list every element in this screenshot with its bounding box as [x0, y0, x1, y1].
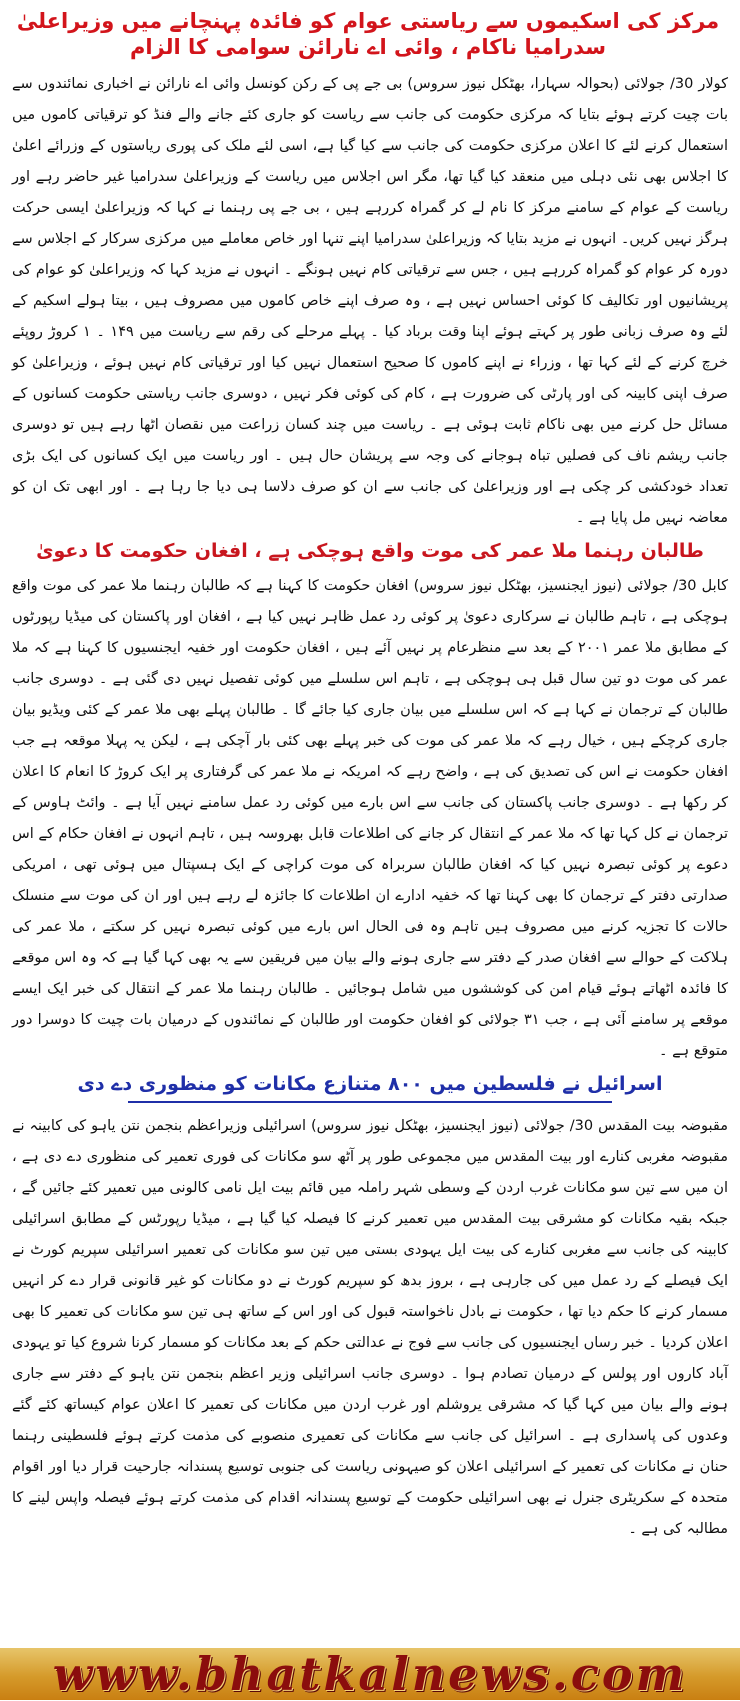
- article-2-headline: طالبان رہنما ملا عمر کی موت واقع ہوچکی ہے ، افغان حکومت کا دعویٰ: [36, 539, 704, 562]
- article-1: [8, 8, 732, 534]
- site-url-logo[interactable]: www.bhatkalnews.com: [52, 1647, 688, 1701]
- article-1-headline: مرکز کی اسکیموں سے ریاستی عوام کو فائدہ پہنچانے میں وزیراعلیٰ سدرامیا ناکام ، وائی اے نارائن سوامی کا الزام: [16, 9, 720, 60]
- article-3-body: مقبوضہ بیت المقدس 30/ جولائی (نیوز ایجنسیز، بھٹکل نیوز سروس) اسرائیلی وزیراعظم بنجمن نتن یاہو کی کابینہ نے مقبوضہ مغربی کنارے اور بیت المقدس میں مجموعی طور پر آٹھ سو مکانات کی فوری تعمیر کی منظوری دے دی ہے ، ان میں سے تین سو مکانات غرب اردن کے وسطی شہر راملہ میں قائم بیت ایل نامی کالونی میں تعمیر کئے جائیں گے ، جبکہ بقیہ مکانات کو مشرقی بیت المقدس میں تعمیر کرنے کا فیصلہ کیا گیا ہے ، میڈیا رپورٹس کے مطابق اسرائیلی کابینہ کی جانب سے مغربی کنارے کی بیت ایل یہودی بستی میں تین سو مکانات کی تعمیر اسرائیلی سپریم کورٹ نے ایک فیصلے کے رد عمل میں کی جارہی ہے ، بروز بدھ کو سپریم کورٹ نے دو مکانات کو غیر قانونی قرار دے کر انہیں مسمار کرنے کا حکم دیا تھا ، حکومت نے بادل ناخواستہ قبول کی اور اس کے ساتھ ہی تین سو مکانات کی تعمیر کا بھی اعلان کردیا ۔ خبر رساں ایجنسیوں کی جانب سے فوج نے عدالتی حکم کے بعد مکانات کو مسمار کرنا شروع کیا تو یہودی آباد کاروں اور پولس کے درمیان تصادم ہوا ۔ دوسری جانب اسرائیلی وزیر اعظم بنجمن نتن یاہو کے دفتر سے جاری ہونے والے بیان میں کہا گیا کہ مشرقی یروشلم اور غرب اردن میں مکانات کی تعمیر کا اعلان عوام کیساتھ کئے گئے وعدوں کی پاسداری ہے ۔ اسرائیل کی جانب سے مکانات کی تعمیری منصوبے کی مذمت کرتے ہوئے فلسطینی رہنما حنان نے مکانات کی تعمیر کے اسرائیلی اعلان کو صیہونی ریاست کی جنوبی توسیع پسندانہ جارحیت قرار دیا اور اقوام متحدہ کے سکریٹری جنرل نے بھی اسرائیلی حکومت کے توسیع پسندانہ اقدام کی مذمت کرتے ہوئے فیصلہ واپس لینے کا مطالبہ کی ہے ۔: [12, 1118, 728, 1537]
- article-3-headline: اسرائیل نے فلسطین میں ۸۰۰ متنازع مکانات کو منظوری دے دی: [8, 1073, 732, 1103]
- article-3: [8, 1073, 732, 1545]
- article-2-body: کابل 30/ جولائی (نیوز ایجنسیز، بھٹکل نیوز سروس) افغان حکومت کا کہنا ہے کہ طالبان رہنما ملا عمر کی موت واقع ہوچکی ہے ، تاہم طالبان نے سرکاری دعویٰ پر کوئی رد عمل ظاہر نہیں کیا ہے ، افغان اور پاکستان کی میڈیا رپورٹوں کے مطابق ملا عمر ۲۰۰۱ کے بعد سے منظرعام پر نہیں آئے ہیں ، افغان حکومت اور خفیہ ایجنسیوں کا کہنا ہے کہ ملا عمر کی موت دو تین سال قبل ہی ہوچکی ہے ، تاہم اس سلسلے میں کوئی تفصیل نہیں دی گئی ہے ۔ دوسری جانب طالبان کے ترجمان نے کہا ہے کہ اس سلسلے میں بیان جاری کیا جائے گا ۔ طالبان پہلے بھی ملا عمر کے کئی ویڈیو بیان جاری کرچکے ہیں ، خیال رہے کہ ملا عمر کی موت کی خبر پہلے بھی کئی بار آچکی ہے ، لیکن یہ پہلا موقعہ ہے جب افغان حکومت نے اس کی تصدیق کی ہے ، واضح رہے کہ امریکہ نے ملا عمر کی گرفتاری پر ایک کروڑ کا انعام کا اعلان کر رکھا ہے ۔ دوسری جانب پاکستان کی جانب سے اس بارے میں کوئی رد عمل سامنے نہیں آیا ہے ۔ وائٹ ہاوس کے ترجمان نے کل کہا تھا کہ ملا عمر کے انتقال کر جانے کی اطلاعات قابل بھروسہ ہیں ، تاہم انہوں نے افغان حکام کے اس دعوے پر کوئی تبصرہ نہیں کیا کہ افغان طالبان سربراہ کی موت کراچی کے ایک ہسپتال میں ہوئی تھی ، امریکی صدارتی دفتر کے ترجمان کا بھی کہنا تھا کہ خفیہ ادارے ان اطلاعات کا جائزہ لے رہے ہیں اور ان کی موت سے منسلک حالات کا تجزیہ کرنے میں مصروف ہیں تاہم وہ فی الحال اس بارے میں کوئی تبصرہ نہیں کر سکتے ، ملا عمر کی ہلاکت کے حوالے سے افغان صدر کے دفتر سے جاری ہونے والے بیان میں فریقین سے یہ بھی کہا گیا ہے کہ وہ اس موقعے کا فائدہ اٹھاتے ہوئے قیام امن کی کوششوں میں شامل ہوجائیں ۔ طالبان رہنما ملا عمر کے انتقال کی خبر ایک ایسے موقعے پر سامنے آئی ہے ، جب ۳۱ جولائی کو افغان حکومت اور طالبان کے نمائندوں کے درمیان بات چیت کا دوسرا دور متوقع ہے ۔: [12, 578, 728, 1060]
- article-1-body: کولار 30/ جولائی (بحوالہ سہارا، بھٹکل نیوز سروس) بی جے پی کے رکن کونسل وائی اے نارائن نے اخباری نمائندوں سے بات چیت کرتے ہوئے بتایا کہ مرکزی حکومت کی جانب سے ریاست کو جاری کئے جانے والے فنڈ کو ترقیاتی کاموں میں استعمال کرنے لئے کا اعلان مرکزی حکومت کی جانب سے کیا گیا ہے، اسی لئے ملک کی پوری ریاستوں کے وزرائے اعلیٰ کا اجلاس بھی نئی دہلی میں منعقد کیا گیا تھا، مگر اس اجلاس میں ریاست کے وزیراعلیٰ سدرامیا غیر حاضر رہے اور ریاست کے عوام کے سامنے مرکز کا نام لے کر گمراہ کررہے ہیں ، بی جے پی رہنما نے کہا کہ وزیراعلیٰ ایسی حرکت ہرگز نہیں کریں۔ انہوں نے مزید بتایا کہ وزیراعلیٰ سدرامیا اپنے تنہا اور خاص معاملے میں مرکزی سرکار کے اجلاس سے دورہ کر عوام کو گمراہ کررہے ہیں ، جس سے ترقیاتی کام نہیں ہونگے ۔ انہوں نے مزید کہا کہ وزیراعلیٰ کو عوام کی پریشانیوں اور تکالیف کا کوئی احساس نہیں ہے ، وہ صرف اپنے خاص کاموں میں مصروف ہیں ، بیتا ہولے اسکیم کے لئے وہ صرف زبانی طور پر کہتے ہوئے اپنا وقت برباد کیا ۔ پہلے مرحلے کی رقم سے ریاست میں ۱۴۹ ۔ ۱ کروڑ روپئے خرچ کرنے کے لئے کہا تھا ، وزراء نے اپنے کاموں کا صحیح استعمال نہیں کیا اور ترقیاتی کام نہیں ہوئے ، وزیراعلیٰ کو صرف اپنی کابینہ کی اور پارٹی کی ضرورت ہے ، کام کی کوئی فکر نہیں ، دوسری جانب ریاستی حکومت کسانوں کے مسائل حل کرنے میں بھی ناکام ثابت ہوئی ہے ۔ ریاست میں چند کسان زراعت میں نقصان اٹھا رہے ہیں تو دوسری جانب ریشم ناف کی فصلیں تباہ ہوجانے کی وجہ سے پریشان حال ہیں ۔ اور ریاست میں ایک کسانوں کی ایک بڑی تعداد خودکشی کر چکی ہے اور وزیراعلیٰ کی جانب سے ان کو صرف دلاسا ہی دیا جا رہا ہے ۔ اور ابھی تک ان کو معاضہ نہیں مل پایا ہے ۔: [12, 75, 729, 526]
- site-footer-banner: [0, 1648, 740, 1700]
- article-2: [8, 540, 732, 1068]
